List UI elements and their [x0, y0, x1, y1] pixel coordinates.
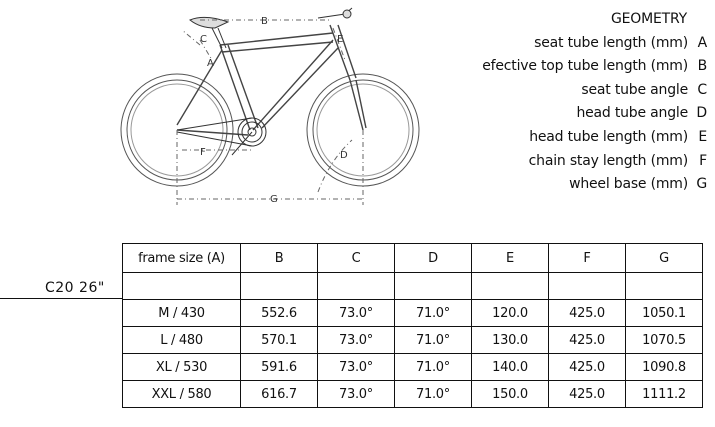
table-cell: 73.0°: [318, 300, 395, 327]
table-row: [123, 273, 703, 300]
table-cell: 150.0: [472, 381, 549, 408]
table-row: [123, 381, 703, 408]
header-cell: D: [395, 244, 472, 273]
table-cell: 73.0°: [318, 354, 395, 381]
table-cell: [123, 273, 241, 300]
dim-label-g: G: [270, 194, 278, 205]
legend-letter: A: [697, 34, 707, 51]
table-cell: 140.0: [472, 354, 549, 381]
table-cell: 425.0: [549, 354, 626, 381]
table-cell: 71.0°: [395, 381, 472, 408]
legend-letter: D: [696, 105, 707, 122]
legend-label: seat tube length (mm): [534, 34, 688, 51]
table-cell: 73.0°: [318, 327, 395, 354]
table-cell: XXL / 580: [123, 381, 241, 408]
table-cell: 552.6: [241, 300, 318, 327]
table-row: [123, 354, 703, 381]
table-cell: 1070.5: [626, 327, 703, 354]
header-cell: C: [318, 244, 395, 273]
header-cell: G: [626, 244, 703, 273]
legend-letter: F: [699, 152, 707, 169]
legend-item-d: [482, 102, 707, 126]
header-cell: B: [241, 244, 318, 273]
geometry-table: [122, 243, 703, 408]
table-cell: 616.7: [241, 381, 318, 408]
table-cell: L / 480: [123, 327, 241, 354]
legend-item-e: [482, 126, 707, 150]
saddle: [190, 17, 228, 48]
legend-label: wheel base (mm): [569, 176, 688, 193]
table-cell: M / 430: [123, 300, 241, 327]
dim-label-e: E: [337, 34, 344, 45]
chainring: [177, 118, 266, 155]
table-cell: [549, 273, 626, 300]
header-cell: F: [549, 244, 626, 273]
table-cell: 71.0°: [395, 327, 472, 354]
table-cell: 425.0: [549, 327, 626, 354]
legend-item-f: [482, 150, 707, 174]
bike-geometry-diagram: [0, 0, 440, 215]
table-header-row: [123, 244, 703, 273]
geometry-legend: [482, 8, 707, 197]
legend-item-g: [482, 173, 707, 197]
dim-label-f: F: [200, 147, 206, 158]
table-cell: [626, 273, 703, 300]
legend-label: chain stay length (mm): [528, 152, 688, 169]
dim-label-d: D: [340, 150, 348, 161]
legend-label: head tube length (mm): [529, 128, 688, 145]
table-cell: 1050.1: [626, 300, 703, 327]
legend-label: seat tube angle: [581, 81, 688, 98]
legend-item-b: [482, 55, 707, 79]
dim-label-a: A: [207, 58, 214, 69]
table-row: [123, 327, 703, 354]
handlebar: [318, 8, 352, 18]
table-cell: 1090.8: [626, 354, 703, 381]
model-label: C20 26": [45, 280, 105, 296]
header-cell: E: [472, 244, 549, 273]
table-row: [123, 300, 703, 327]
legend-letter: G: [696, 176, 707, 193]
divider: [0, 298, 123, 299]
table-cell: 71.0°: [395, 300, 472, 327]
table-cell: 570.1: [241, 327, 318, 354]
table-cell: [241, 273, 318, 300]
table-cell: [472, 273, 549, 300]
table-cell: 425.0: [549, 300, 626, 327]
table-cell: [318, 273, 395, 300]
table-cell: 1111.2: [626, 381, 703, 408]
table-cell: XL / 530: [123, 354, 241, 381]
table-cell: 73.0°: [318, 381, 395, 408]
table-cell: 425.0: [549, 381, 626, 408]
dim-label-b: B: [261, 16, 268, 27]
header-cell: frame size (A): [123, 244, 241, 273]
legend-letter: B: [697, 58, 707, 75]
legend-label: head tube angle: [576, 105, 688, 122]
legend-item-a: [482, 32, 707, 56]
table-cell: 120.0: [472, 300, 549, 327]
legend-letter: C: [697, 81, 707, 98]
dim-label-c: C: [200, 34, 207, 45]
table-cell: 591.6: [241, 354, 318, 381]
legend-title: GEOMETRY: [611, 11, 687, 27]
table-cell: 71.0°: [395, 354, 472, 381]
legend-item-c: [482, 79, 707, 103]
legend-letter: E: [698, 128, 707, 145]
legend-label: efective top tube length (mm): [482, 58, 688, 75]
table-cell: 130.0: [472, 327, 549, 354]
table-cell: [395, 273, 472, 300]
